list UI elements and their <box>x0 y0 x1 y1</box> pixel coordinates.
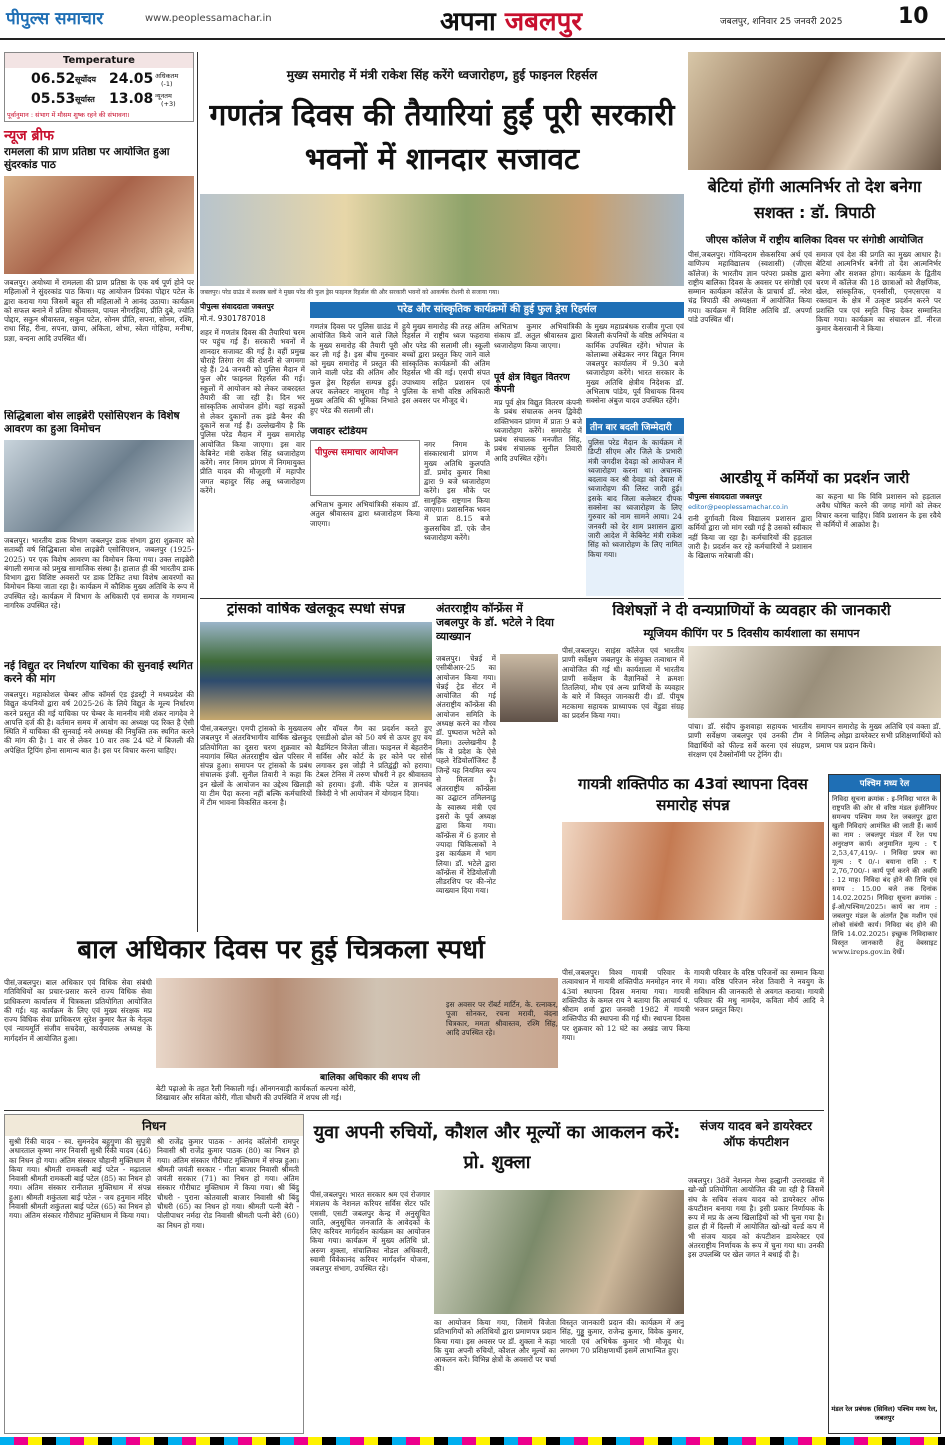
intl-photo <box>500 654 558 722</box>
ordnance-byline-city: जबलपुर <box>739 492 762 501</box>
lead-subhead-2: जवाहर स्टेडियम <box>310 426 368 437</box>
brief-1-body: जबलपुर। अयोध्या में रामलला की प्राण प्रतिष्ठा के एक वर्ष पूर्ण होने पर महिलाओं ने सुंदरकांड पाठ किया। यह आयोजन प्रियंका पोद्दार पटेल के द्वारा कराया गया जिसमें बहुत सी महिलाओं ने आनंद उठाया। कार्यक्रम को सफल बनाने में प्रतिमा श्रीवास्तव, पायल नौगरहिया, प्रीति दुबे, ज्योति पोद्दार, सकुन श्रीवास्तव, सकुन पटेल, सोनम प्रीति, सपना, सोनम, रश्मि, राधा सिंह, रीना, सपना, छाया, अंकिता, शोभा, स्वेता गोहिया, मनीषा, प्रज्ञा, वन्दना आदि उपस्थित थीं। <box>4 278 194 343</box>
right-bottom-rule <box>688 598 941 599</box>
lead-byline-city: जबलपुर <box>251 302 274 311</box>
gayatri-headline: गायत्री शक्तिपीठ का 43वां स्थापना दिवस समारोह संपन्न <box>578 775 808 814</box>
min-label: न्यूनतम <box>155 92 172 100</box>
brief-2-headline: सिद्धिबाला बोस लाइब्रेरी एसोसिएशन के विशेष आवरण का हुआ विमोचन <box>4 410 180 435</box>
right-top-headline: बेटियां होंगी आत्मनिर्भर तो देश बनेगा सशक्त : डॉ. त्रिपाठी <box>707 177 922 222</box>
brief-3-body: जबलपुर। महाकोशल चेम्बर ऑफ कॉमर्स एंड इंडस्ट्री ने मध्यप्रदेश की विद्युत कंपनियों द्वारा वर्ष 2025-26 के लिये विद्युत के मूल्य निर्धारण करने प्रस्तुत की गई याचिका पर चेम्बर के माननीय मंत्री शंकर नागदेव ने आपत्ति दर्ज की है। वर्तमान समय में आयोग का अध्यक्ष पद रिक्त है ऐसी स्थिति में याचिका की सुनवाई नये अध्यक्ष की नियुक्ति तक स्थगित करने की मांग की है। 1 वार से लेकर 10 वार तक 24 घंटे में बिजली की अपेक्षित ट्रिपिंग होना सामान्य बात है। इस पर विचार करना चाहिए। <box>4 690 194 755</box>
website[interactable]: www.peoplessamachar.in <box>145 13 272 24</box>
mid-rule <box>4 1110 824 1111</box>
ordnance-byline <box>688 492 812 502</box>
section-prefix: अपना <box>440 7 496 37</box>
obituary-col-2: श्री राजेंद्र कुमार पाठक - आनंद कॉलोनी रामपुर निवासी श्री राजेंद्र कुमार पाठक (80) का निधन हो गया। अंतिम संस्कार गौरीघाट मुक्तिधाम में संपन्न हुआ। श्रीमती जयंती सरकार - गीता बाजार निवासी श्रीमती जयंती सरकार (71) का निधन हो गया। अंतिम संस्कार गौरीघाट मुक्तिधाम में किया गया। श्री बिंदु चौधरी - पुराना कोतवाली बाजार निवासी श्री बिंदु चौधरी (65) का निधन हो गया। श्रीमती पत्नी बेरी - पोलीपाथर नर्मदा रोड निवासी श्रीमती पत्नी बेरी (60) का निधन हो गया। <box>157 1137 299 1230</box>
ordnance-col-2: का कहना था कि विवि प्रशासन को हड़ताल अवैध घोषित करने की जगह मांगों को लेकर विचार करना चाहिए। विवि प्रशासन के इस रवैये से कर्मियों में आक्रोश है। <box>816 492 941 529</box>
railway-footer: मंडल रेल प्रबंधक (सिविल) पश्चिम मध्य रेल, जबलपुर <box>831 1405 938 1422</box>
brief-1-headline: रामलला की प्राण प्रतिष्ठा पर आयोजित हुआ सुंदरकांड पाठ <box>4 146 170 171</box>
lead-byline-name: पीपुल्स संवाददाता <box>200 302 249 311</box>
wildlife-headline: विशेषज्ञों ने दी वन्यप्राणियों के व्यवहार की जानकारी <box>612 602 891 619</box>
lead-headline: गणतंत्र दिवस की तैयारियां हुईं पूरी सरकारी भवनों में शानदार सजावट <box>209 98 675 177</box>
lead-photo-caption: जबलपुर। परेड ग्राउंड में सशस्त्र बलों ने मुख्य परेड की फुल ड्रेस फाइनल रिहर्सल की और सरकारी भवनों को आकर्षक रोशनी से सजाया गया। <box>200 289 500 296</box>
intl-headline: अंतरराष्ट्रीय कॉन्फ्रेंस में जबलपुर के डॉ. भटेले ने दिया व्याख्यान <box>436 602 554 643</box>
min-temp: 13.08 <box>109 91 154 107</box>
sunrise-label: सूर्योदय <box>75 75 97 84</box>
career-headline: युवा अपनी रुचियों, कौशल और मूल्यों का आकलन करें: प्रो. शुक्ला <box>313 1122 681 1173</box>
wildlife-col-1: पीसं,जबलपुर। साइंस कॉलेज एवं भारतीय प्राणी सर्वेक्षण जबलपुर के संयुक्त तत्वाधान में आयोजित की गई थी। कार्यशाला में भारतीय प्राणी सर्वेक्षण के वैज्ञानिकों ने क्रमशः तितलियां, मौथ एवं अन्य प्राणियों के व्यवहार के बारे में विस्तृत जानकारी दी। डॉ. पीयूष मटकामा सहायक प्राध्यापक एवं वेंडुडा संग्रह का प्रदर्शन किया गया। <box>562 646 684 721</box>
lead-col-5: के मुख्य महाप्रबंधक राजीव गुप्ता एवं बिजली कंपनियों के वरिष्ठ अभियंता व कार्मिक उपस्थित रहेंगे। भोपाल के कोलाब्या अंबेडकर नगर विद्युत निगम जबलपुर कार्यालय में 9.30 बजे ध्वजारोहण करेंगे। भारत सरकार के मुख्य अतिथि क्षेत्रीय निदेशक डॉ. अभिलाष पांडेय, पूर्व विधायक विनय सक्सेना अंबुज यादव उपस्थित रहेंगे। <box>586 322 684 406</box>
sunset-label: सूर्यास्त <box>75 95 95 104</box>
obituary-box <box>4 1114 304 1434</box>
section-box-label: पीपुल्स समाचार आयोजन <box>315 448 399 458</box>
gayatri-photo <box>562 822 824 920</box>
weather-box <box>4 52 194 122</box>
masthead <box>0 0 945 40</box>
color-strip <box>0 1437 945 1445</box>
lead-col-3: हुये मुख्य समारोह की तरह अंतिम रिहर्सल में राष्ट्रीय ध्वज फहराया और परेड की सलामी ली। स्कूली बच्चों द्वारा प्रस्तुत किए जाने वाले सांस्कृतिक कार्यक्रमों की अंतिम रिहर्सल भी की गई। एसपी संपत उपाध्याय सहित प्रशासन एवं पुलिस के सभी वरिष्ठ अधिकारी इस अवसर पर मौजूद थे। <box>402 322 490 406</box>
transco-col-2: और वॉयल गैम का प्रदर्शन करते हुए एसडीओ ढोल को 50 वर्ष से ऊपर हुए वय बैडमिंटन विजेता जीता। फाइनल में बेहतरीन सर्विस और कोर्ट के हर कोने पर सोर्स लगाकर इस जोड़ी ने प्रतिद्वंद्वी को हराया। टेबल टेनिस में तरुण चौधरी ने हर श्रीवास्तव को हराया। इंजी. वीके पटेल व ज्ञानचंद त्रिवेदी ने भी आयोजन में योगदान दिया। <box>316 724 432 799</box>
childrights-col-2: बेटी पढ़ाओ के तहत रैली निकाली गई। ऑनगनवाड़ी कार्यकर्ता कल्पना कोरी, शिखावार और सविता कोरी, गीता चौधरी की उपस्थिति में शपथ ली गई। <box>156 1084 356 1103</box>
section-box-ayojan <box>310 440 420 496</box>
ordnance-headline: आरडीयू में कर्मियों का प्रदर्शन जारी <box>719 470 910 487</box>
ordnance-byline-name: पीपुल्स संवाददाता <box>688 492 737 501</box>
ordnance-email[interactable]: editor@peoplessamachar.co.in <box>688 503 788 511</box>
max-label: अधिकतम <box>155 72 179 80</box>
wildlife-col-3: समापन समारोह के मुख्य अतिथि एवं वक्ता डॉ. मिलिन्द ओझा डायरेक्टर सभी प्रशिक्षणार्थियों को प्रमाण पत्र प्रदान किये। <box>816 722 941 750</box>
childrights-col-1: पीसं,जबलपुर। बाल अधिकार एवं विधिक सेवा संबंधी गतिविधियों का प्रचार-प्रसार करने राज्य विधिक सेवा प्राधिकरण कार्यालय में चित्रकला प्रतियोगिता आयोजित की गई। यह कार्यक्रम के लिए एवं मुख्य संरक्षक मप्र राज्य विधिक सेवा प्राधिकरण सुरेश कुमार कैत के नेतृत्व एवं न्यायमूर्ति संजीव सचदेवा, कार्यपालक अध्यक्ष के मार्गदर्शन में आयोजित हुआ। <box>4 978 152 1043</box>
wildlife-subhead: म्यूजियम कीपिंग पर 5 दिवसीय कार्यशाला का समापन <box>643 627 860 640</box>
lead-photo <box>200 194 684 286</box>
transco-headline: ट्रांसको वार्षिक खेलकूद स्पर्धा संपन्न <box>226 602 406 617</box>
sunset-value: 05.53 <box>31 91 76 107</box>
brief-2-photo <box>4 440 194 532</box>
lead-col-1: शहर में गणतंत्र दिवस की तैयारियां चरम पर पहुंच गई हैं। सरकारी भवनों में शानदार सजावट की गई है। वहीं प्रमुख चौराहे तिरंगा रंग की रोशनी से जगमगा रहे हैं। 24 जनवरी को पुलिस मैदान में फुल और फाइनल रिहर्सल की गई। स्कूलों में आयोजन को लेकर जबरदस्त तैयारी की जा रही है। दिन भर सांस्कृतिक आयोजन होंगे। यहां सड़कों से लेकर दुकानों तक झंडे बैनर की दुकानें सज गई हैं। उल्लेखनीय है कि पुलिस परेड मैदान में मुख्य समारोह आयोजित किया जाएगा। इस वार केबिनेट मंत्री राकेश सिंह ध्वजारोहण करेंगे। नगर निगम प्रांगण में निगमायुक्त प्रीति यादव की मौजूदगी में महापौर जगत बहादुर सिंह अन्नू ध्वजारोहण करेंगे। <box>200 328 305 496</box>
lead-kicker: मुख्य समारोह में मंत्री राकेश सिंह करेंगे ध्वजारोहण, हुई फाइनल रिहर्सल <box>286 68 598 82</box>
ordnance-col-1: रानी दुर्गावती विश्व विद्यालय प्रशासन द्वारा कर्मियों द्वारा जो मांग रखी गई है उसको स्वीकार नहीं किया जा रहा है। कर्मचारियों की हड़ताल जारी है। प्रदर्शन कर रहे कर्मचारियों ने प्रशासन के खिलाफ नारेबाजी की। <box>688 514 812 561</box>
lead-col-2: गणतंत्र दिवस पर पुलिस ग्राउंड में आयोजित किये जाने वाले जिले के मुख्य समारोह की तैयारी पूरी कर ली गई है। इस बीच गुरुवार को मुख्य समारोह में प्रस्तुत की जाने वाली परेड की अंतिम और फुल ड्रेस रिहर्सल सम्पन्न हुई। अपर कलेक्टर नाथूराम गौड़ ने मुख्य अतिथि की भूमिका निभाते हुए परेड की सलामी ली। <box>310 322 398 415</box>
gayatri-col-1: पीसं,जबलपुर। विश्व गायत्री परिवार के तत्वावधान में गायत्री शक्तिपीठ मनमोहन नगर में 43वां स्थापना दिवस मनाया गया। गायत्री शक्तिपीठ के कमल राय ने बताया कि आचार्य पं. श्रीराम शर्मा द्वारा जनवरी 1982 में गायत्री शक्तिपीठ की स्थापना की गई थी। स्थापना दिवस पर शुक्रवार को 12 घंटे का अखंड जाप किया गया। <box>562 968 690 1043</box>
date-line: जबलपुर, शनिवार 25 जनवरी 2025 <box>720 17 843 27</box>
weather-title: Temperature <box>5 53 193 68</box>
railway-header: पश्चिम मध्य रेल <box>829 775 940 792</box>
transco-photo <box>200 622 432 720</box>
section-city: जबलपुर <box>504 7 583 37</box>
lead-sub-col-b: अभिताभ कुमार अभियांत्रिकी संकाय डॉ. अतुल श्रीवास्तव द्वारा ध्वजारोहण किया जाएगा। <box>310 500 420 528</box>
sanjay-headline: संजय यादव बने डायरेक्टर ऑफ कंपटीशन <box>699 1119 813 1149</box>
lead-sub-col-a: नगर निगम के संस्कारधानी प्रांगण में मुख्य अतिथि कुलपति डॉ. प्रमोद कुमार मिश्रा द्वारा 9 बजे ध्वजारोहण करेंगे। इस मौके पर सामूहिक राष्ट्रगान किया जाएगा। प्रशासनिक भवन में प्रातः 8.15 बजे कुलसचिव डॉ. एके जैन ध्वजारोहण करेंगे। <box>424 440 490 542</box>
childrights-col-3: इस अवसर पर रॉबर्ट मार्टिन, के. रत्नाकर, पूजा सोनकर, रचना मरावी, वंदना चित्रकार, ममता श्रीवास्तव, रश्मि सिंह, आदि उपस्थित रहे। <box>446 1000 558 1037</box>
childrights-headline: बाल अधिकार दिवस पर हुई चित्रकला स्पर्धा <box>77 936 485 965</box>
gayatri-col-2: गायत्री परिवार के वरिष्ठ परिजनों का सम्मान किया गया। वरिष्ठ परिजन नरेश तिवारी ने नवयुग के सविधान की जानकारी से अवगत कराया। गायत्री परिवार की मधु नामदेव, कविता मौर्य आदि ने भजन प्रस्तुत किए। <box>694 968 824 1015</box>
column-divider <box>197 52 198 932</box>
lead-bottom-rule <box>200 598 684 599</box>
lead-mobile: मो.नं. 9301787018 <box>200 314 266 323</box>
obituary-title: निधन <box>5 1115 303 1136</box>
section-label <box>440 2 582 38</box>
career-col-2: का आयोजन किया गया, जिसमें विजेता प्रतिभागियों को अतिथियों द्वारा प्रमाणपत्र प्रदान किया गया। इस अवसर पर डॉ. शुक्ला ने कहा कि युवा अपनी रुचियों, कौशल और मूल्यों का आकलन करें। विभिन्न क्षेत्रों के अवसरों पर चर्चा की। <box>434 1318 556 1374</box>
obituary-col-1: सुश्री रिंकी यादव - स्व. सुमनदेव बहुगुणा की सुपुत्री अधारताल कृष्णा नगर निवासी सुश्री रिंकी यादव (46) का निधन हो गया। अंतिम संस्कार चौहानी मुक्तिधाम में किया गया। श्रीमती रामकली बाई पटेल - मढ़ाताल निवासी श्रीमती रामकली बाई पटेल (85) का निधन हो गया। अंतिम संस्कार रानीताल मुक्तिधाम में संपन्न हुआ। श्रीमती शकुंतला बाई पटेल - जय हनुमान मंदिर निवासी श्रीमती शकुंतला बाई पटेल (65) का निधन हो गया। अंतिम संस्कार गौरीघाट मुक्तिधाम में किया गया। <box>9 1137 151 1221</box>
sanjay-body: जबलपुर। 38वें नेशनल गेम्स हल्द्वानी उत्तराखंड में खो-खो प्रतियोगिता आयोजित की जा रही है जिसमें संघ के सचिव संजय यादव को डायरेक्टर ऑफ कंपटीशन बनाया गया है। इसी प्रकार निर्णायक के रूप में मप्र के अन्य खिलाड़ियों को भी चुना गया है। हाल ही में दिल्ली में आयोजित खो-खो वर्ल्ड कप में भी संजय यादव को कंपटीशन डायरेक्टर एवं अंतरराष्ट्रीय निर्णायक के रूप में चुना गया था। उनकी इस उपलब्धि पर खेल जगत ने बधाई दी है। <box>688 1176 824 1260</box>
max-temp: 24.05 <box>109 71 154 87</box>
right-top-col-1: पीसं,जबलपुर। गोविन्दराम सेकसरिया अर्थ एवं वाणिज्य महाविद्यालय (स्वशासी) (जीएस कॉलेज) के भारतीय ज्ञान परंपरा प्रकोष्ठ द्वारा राष्ट्रीय बालिका दिवस के अवसर पर संगोष्ठी एवं सम्मान कार्यक्रम कॉलेज के प्राचार्य डॉ. नरेश चंद्र त्रिपाठी की अध्यक्षता में आयोजित किया गया। कार्यक्रम में विशिष्ट अतिथि डॉ. अपर्णा पांडे उपस्थित थीं। <box>688 250 812 325</box>
right-top-subhead: जीएस कॉलेज में राष्ट्रीय बालिका दिवस पर संगोष्ठी आयोजित <box>705 235 924 246</box>
wildlife-col-2: पांचा। डॉ. संदीप कुशवाहा सहायक भारतीय प्राणी सर्वेक्षण जबलपुर एवं उनकी टीम ने विद्यार्थियों को फील्ड सर्वे करना एवं संग्रहण, संरक्षण एवं टैक्सोनॉमी पर ट्रेनिंग दी। <box>688 722 812 759</box>
childrights-photo-caption: बालिका अधिकार की शपथ ली <box>319 1073 420 1083</box>
career-col-3: विस्तृत जानकारी प्रदान की। कार्यक्रम में अनु सिंह, गुड्डू कुमार, राजेन्द्र कुमार, विवेक कुमार, भारती एवं अभिषेक कुमार भी मौजूद थे। लगभग 70 प्रशिक्षणार्थी इसमें लाभान्वित हुए। <box>560 1318 684 1355</box>
lead-col-4-headline: पूर्व क्षेत्र विद्युत वितरण कंपनी <box>494 372 570 395</box>
right-top-photo <box>688 52 941 170</box>
time-change-headline: तीन बार बदली जिम्मेदारी <box>586 418 684 434</box>
lead-col-4: अभिताभ कुमार अभियांत्रिकी संकाय डॉ. अतुल श्रीवास्तव द्वारा ध्वजारोहण किया जाएगा। <box>494 322 582 350</box>
transco-col-1: पीसं,जबलपुर। एमपी ट्रांसको के मुख्यालय जबलपुर में अंतरविभागीय वार्षिक खेलकूद प्रतियोगिता का दूसरा चरण शुक्रवार को नयागांव स्थित अंतरराष्ट्रीय खेल परिसर में संपन्न हुआ। समापन पर ट्रांसको के प्रबंध संचालक इंजी. सुनील तिवारी ने कहा कि इन खेलों के आयोजन का उद्देश्य खिलाड़ी या टीम पैदा करना नहीं बल्कि कर्मचारियों में टीम भावना विकसित करना है। <box>200 724 312 808</box>
time-change-body: पुलिस परेड मैदान के कार्यक्रम में डिप्टी सीएम और जिले के प्रभारी मंत्री जगदीश देवड़ा को आयोजन में ध्वजारोहण करना था। अचानक बदलाव कर श्री देवड़ा को देवास में ध्वजारोहण की लिस्ट जारी हुई। इसके बाद जिला कलेक्टर दीपक सक्सेना का ध्वजारोहण के लिए गुरुवार को नाम सामने आया। 24 जनवरी को देर शाम प्रशासन द्वारा जारी आदेश में केबिनेट मंत्री राकेश सिंह को ध्वजारोहण के लिए नामित किया गया। <box>586 436 684 596</box>
lead-col-4-body: मप्र पूर्व क्षेत्र विद्युत वितरण कंपनी के प्रबंध संचालक अनय द्विवेदी शक्तिभवन प्रांगण में प्रातः 9 बजे ध्वजारोहण करेंगे। समारोह में प्रबंध संचालक मनजीत सिंह, प्रबंध संचालक सुनील तिवारी आदि उपस्थित रहेंगे। <box>494 398 582 463</box>
career-photo <box>434 1190 684 1314</box>
lead-subhead-1: परेड और सांस्कृतिक कार्यक्रमों की हुई फुल ड्रेस रिहर्सल <box>310 302 684 318</box>
sunrise-value: 06.52 <box>31 71 76 87</box>
max-delta: (-1) <box>161 80 173 88</box>
career-col-1: पीसं,जबलपुर। भारत सरकार श्रम एवं रोजगार मंत्रालय के नेशनल करियर सर्विस सेंटर फॉर एससी, एसटी जबलपुर केन्द्र में अनुसूचित जाति, अनुसूचित जनजाति के आवेदकों के लिए करियर मार्गदर्शन कार्यक्रम का आयोजन किया गया। कार्यक्रम में मुख्य अतिथि प्रो. अरुण शुक्ला, संचालिका नोडल अधिकारी, स्वामी विवेकानंद करियर मार्गदर्शन योजना, जबलपुर संभाग, उपस्थित रहे। <box>310 1190 430 1274</box>
brief-1-photo <box>4 176 194 274</box>
min-delta: (+3) <box>161 100 176 108</box>
lead-byline <box>200 302 310 312</box>
right-top-col-2: समाज एवं देश की प्रगति का मुख्य आधार है। बेटियां आत्मनिर्भर बनेंगी तो देश आत्मनिर्भर बनेगा और सशक्त होगा। कार्यक्रम के द्वितीय चरण में कॉलेज की 18 छात्राओं को शैक्षणिक, खेल, सांस्कृतिक, एनसीसी, एनएसएस व रक्तदान के क्षेत्र में उत्कृष्ट प्रदर्शन करने पर प्रशस्ति पत्र एवं स्मृति चिन्ह देकर सम्मानित किया गया। कार्यक्रम का संचालन डॉ. नीरज कुमार केसरवानी ने किया। <box>816 250 941 334</box>
railway-body: निविदा सूचना क्रमांक : इ-निविदा भारत के राष्ट्रपति की ओर से वरिष्ठ मंडल इंजीनियर समन्वय पश्चिम मध्य रेल जबलपुर द्वारा खुली निविदाएं आमंत्रित की जाती हैं। कार्य का नाम : जबलपुर मंडल में रेल पथ अनुरक्षण कार्य। अनुमानित मूल्य : ₹ 2,53,47,419/- । निविदा प्रपत्र का मूल्य : ₹ 0/-। बयाना राशि : ₹ 2,76,700/-। कार्य पूर्ण करने की अवधि : 12 माह। निविदा बंद होने की तिथि एवं समय : 15.00 बजे तक दिनांक 14.02.2025। निविदा सूचना क्रमांक : ई-ओ/पश्चिम/2025। कार्य का नाम : जबलपुर मंडल के अंतर्गत ट्रैक मशीन एवं लोको संबंधी कार्य। निविदा बंद होने की तिथि 14.02.2025। इच्छुक निविदाकार विस्तृत जानकारी हेतु वेबसाइट www.ireps.gov.in देखें। <box>832 795 937 956</box>
intl-body: जबलपुर। चेन्नई में एसीबीआर-25 का आयोजन किया गया। चेन्नई ट्रेड सेंटर में आयोजित की गई अंतराष्ट्रीय कॉन्फ्रेंस की आयोजन समिति के अध्यक्ष करने का गौरव डॉ. पुष्पराज भटेले को मिला। उल्लेखनीय है कि वे प्रदेश के ऐसे पहले रेडियोलॉजिस्ट हैं जिन्हें यह नियमित रूप से मिलता है। अंतरराष्ट्रीय कॉन्फ्रेंस का उद्घाटन तमिलनाडु के स्वास्थ्य मंत्री एवं इसरो के पूर्व अध्यक्ष द्वारा किया गया। कॉन्फ्रेंस में 6 हजार से ज्यादा चिकित्सकों ने इस कार्यक्रम में भाग लिया। डॉ. भटेले द्वारा कॉन्फ्रेंस में रेडियोलॉजी लीडरशिप पर की-नोट व्याख्यान दिया गया। <box>436 654 496 896</box>
weather-forecast: पूर्वानुमान : संभाग में मौसम शुष्क रहने की संभावना। <box>7 111 130 119</box>
page-number: 10 <box>898 4 929 29</box>
railway-tender-box <box>828 774 941 1434</box>
brief-2-body: जबलपुर। भारतीय डाक विभाग जबलपुर डाक संभाग द्वारा शुक्रवार को सताब्दी वर्ष सिद्धिबाला बोस लाइब्रेरी एसोसिएशन, जबलपुर (1925-2025) पर एक विशेष आवरण का विमोचन किया गया। उक्त लाइब्रेरी बंगाली समाज को प्रमुख सामाजिक संस्था है। हालात ही की भारतीय डाक विभाग द्वारा विशिष्ट अवसरों पर डाक टिकिट तथा विशेष आवरणों का विमोचन किया जाता रहा है। कार्यक्रम में कौशिक मुख्य अतिथि के रूप में उपस्थित रहे। कार्यक्रम में विभाग के अधिकारी एवं समाज के गणमान्य नागरिक उपस्थित रहे। <box>4 536 194 611</box>
news-brief-title: न्यूज ब्रीफ <box>4 128 54 144</box>
paper-name: पीपुल्स समाचार <box>6 9 104 29</box>
brief-3-headline: नई विद्युत दर निर्धारण याचिका की सुनवाई स्थगित करने की मांग <box>4 660 193 685</box>
wildlife-photo <box>688 646 941 718</box>
